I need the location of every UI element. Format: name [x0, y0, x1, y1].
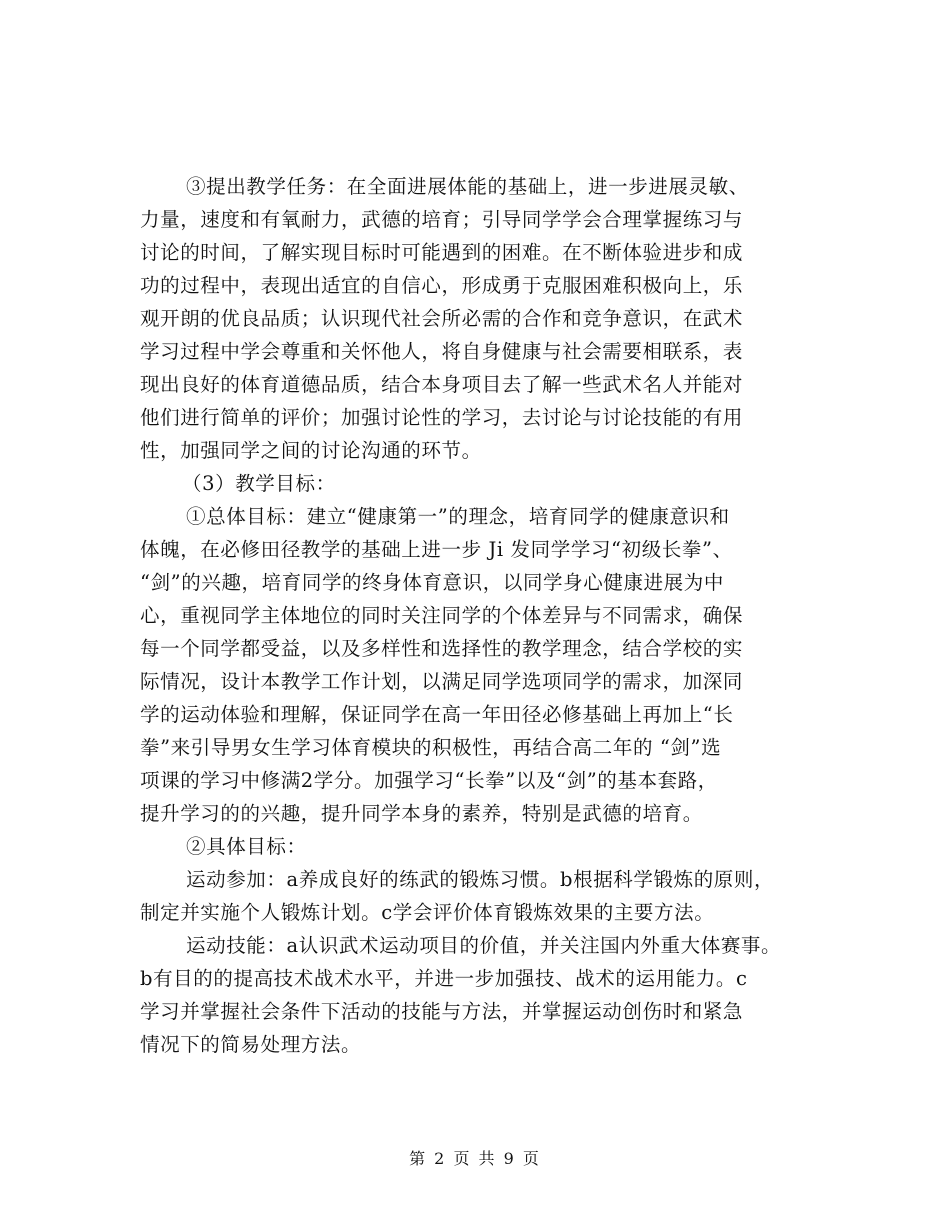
text-line: 运动技能：a认识武术运动项目的价值，并关注国内外重大体赛事。	[186, 934, 782, 957]
text-line: 学的运动体验和理解，保证同学在高一年田径必修基础上再加上“长	[140, 703, 734, 726]
text-line: 观开朗的优良品质；认识现代社会所必需的合作和竞争意识，在武术	[140, 307, 744, 330]
text-line: 运动参加：a养成良好的练武的锻炼习惯。b根据科学锻炼的原则，	[186, 868, 775, 891]
text-line: 他们进行简单的评价；加强讨论性的学习，去讨论与讨论技能的有用	[140, 406, 744, 429]
text-line: ①总体目标：建立“健康第一”的理念，培育同学的健康意识和	[186, 505, 730, 528]
text-line: 际情况，设计本教学工作计划，以满足同学选项同学的需求，加深同	[140, 670, 744, 693]
text-line: 项课的学习中修满2学分。加强学习“长拳”以及“剑”的基本套路，	[140, 769, 718, 792]
text-line: 功的过程中，表现出适宜的自信心，形成勇于克服困难积极向上，乐	[140, 274, 744, 297]
text-line: ③提出教学任务：在全面进展体能的基础上，进一步进展灵敏、	[186, 175, 749, 198]
subsection-heading: ②具体目标：	[186, 835, 307, 858]
text-line: 体魄，在必修田径教学的基础上进一步 Ji 发同学学习“初级长拳”、	[140, 538, 733, 561]
text-line: 情况下的简易处理方法。	[140, 1033, 362, 1056]
text-line: 性，加强同学之间的讨论沟通的环节。	[140, 439, 482, 462]
text-line: “剑”的兴趣，培育同学的终身体育意识，以同学身心健康进展为中	[140, 571, 724, 594]
page-number-footer: 第 2 页 共 9 页	[409, 1149, 541, 1168]
text-line: 每一个同学都受益，以及多样性和选择性的教学理念，结合学校的实	[140, 637, 744, 660]
document-body	[140, 170, 830, 1061]
text-line: 制定并实施个人锻炼计划。c学会评价体育锻炼效果的主要方法。	[140, 901, 715, 924]
text-line: b有目的的提高技术战术水平，并进一步加强技、战术的运用能力。c	[140, 967, 748, 990]
text-line: 讨论的时间，了解实现目标时可能遇到的困难。在不断体验进步和成	[140, 241, 744, 264]
text-line: 学习并掌握社会条件下活动的技能与方法，并掌握运动创伤时和紧急	[140, 1000, 744, 1023]
section-heading: （3）教学目标：	[182, 472, 336, 495]
text-line: 拳”来引导男女生学习体育模块的积极性，再结合高二年的 “剑”选	[140, 736, 722, 759]
text-line: 学习过程中学会尊重和关怀他人，将自身健康与社会需要相联系，表	[140, 340, 744, 363]
text-line: 提升学习的的兴趣，提升同学本身的素养，特别是武德的培育。	[140, 802, 703, 825]
text-line: 力量，速度和有氧耐力，武德的培育；引导同学学会合理掌握练习与	[140, 208, 744, 231]
text-line: 现出良好的体育道德品质，结合本身项目去了解一些武术名人并能对	[140, 373, 744, 396]
text-line: 心，重视同学主体地位的同时关注同学的个体差异与不同需求，确保	[140, 604, 744, 627]
